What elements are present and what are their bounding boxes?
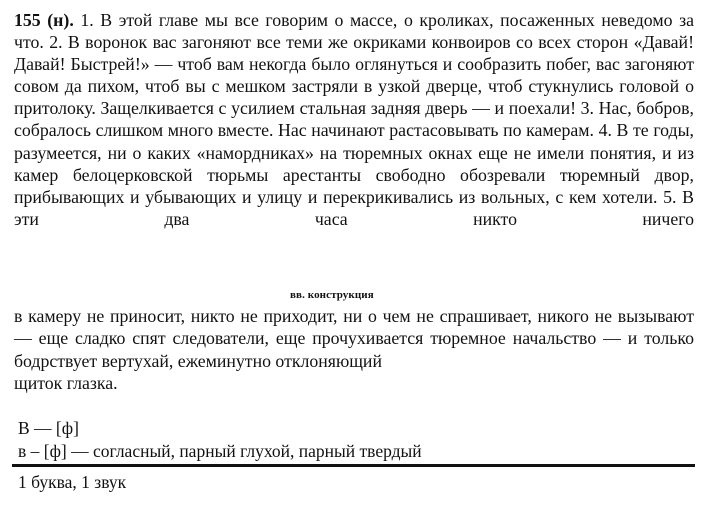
- exercise-number: 155 (н).: [14, 10, 74, 30]
- letter-sound-summary: 1 буква, 1 звук: [18, 472, 127, 492]
- exercise-text-continued: [14, 305, 694, 395]
- exercise-body-last-line: щиток глазка.: [14, 373, 118, 394]
- exercise-body-part1: 1. В этой главе мы все говорим о массе, о кроликах, посаженных неведомо за что. 2. В воронок вас загоняют все теми же окриками конвоиров со всех сторон «Давай! Давай! Быстрей!» — чтоб вам некогда было оглянуться и сообразить побег, вас загоняют совом да пихом, чтоб вы с мешком застряли в узкой дверце, чтоб стукнулись головой о притолоку. Защелкивается с усилием стальная задняя дверь — и поехали! 3. Нас, бобров, собралось слишком много вместе. Нас начинают растасовывать по камерам. 4. В те годы, разумеется, ни о каких «намордниках» на тюремных окнах еще не имели понятия, и из камер белоцерковской тюрьмы арестанты свободно обозревали тюремный двор, прибывающих и убывающих и улицу и перекрикивались из вольных, с кем хотели. 5. В эти два часа никто ничего: [14, 10, 694, 229]
- phonetic-analysis: в – [ф] — согласный, парный глухой, парный твердый: [18, 441, 422, 461]
- exercise-body-part2: в камеру не приносит, никто не приходит, ни о чем не спрашивает, никого не вызывают — еще сладко спят следователи, еще прочухивается тюремное начальство — и только бодрствует вертухай, ежеминутно отклоняющий: [14, 306, 694, 371]
- divider-rule: [12, 464, 695, 467]
- syntax-annotation: вв. конструкция: [290, 289, 374, 301]
- exercise-text: [14, 9, 694, 230]
- phonetic-heading: В — [ф]: [18, 418, 79, 438]
